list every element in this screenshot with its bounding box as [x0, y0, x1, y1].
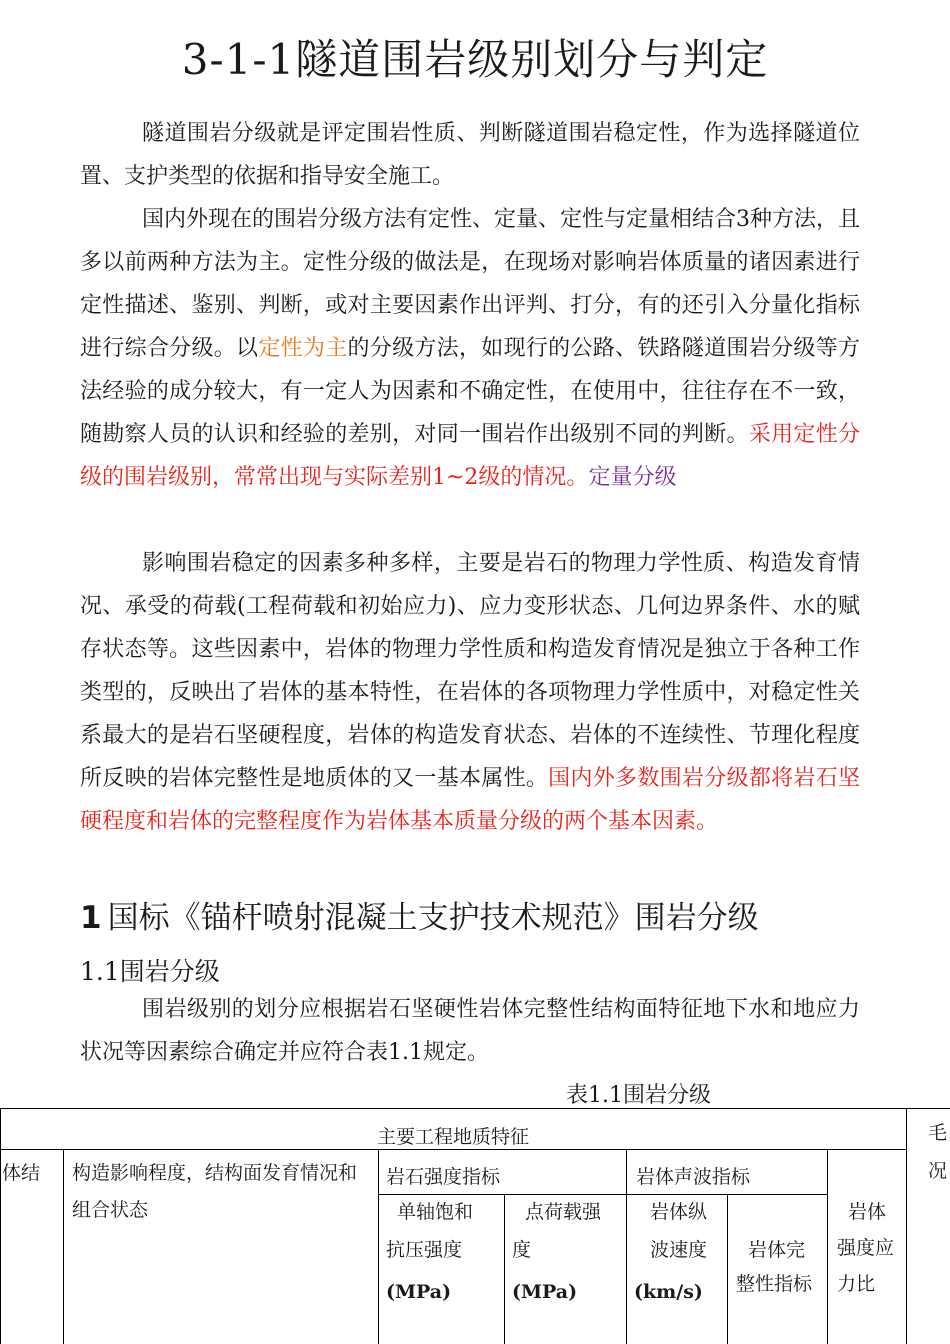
section-title: 国标《锚杆喷射混凝土支护技术规范》围岩分级 — [107, 900, 759, 936]
structure-header: 体结 — [2, 1162, 41, 1184]
factors-text: 影响围岩稳定的因素多种多样，主要是岩石的物理力学性质、构造发育情况、承受的荷载(工程荷载和初始应力)、应力变形状态、几何边界条件、水的赋存状态等。这些因素中，岩体的物理力学性质和构造发育情况是独立于各种工作类型的，反映出了岩体的基本特性，在岩体的各项物理力学性质中，对稳定性关系最大的是岩石坚硬程度，岩体的构造发育状态、岩体的不连续性、节理化程度所反映的岩体完整性是地质体的又一基本属性。 — [80, 551, 860, 791]
velocity-unit: (km/s) — [634, 1281, 703, 1303]
methods-text: 国内外现在的围岩分级方法有定性、定量、定性与定量相结合3种方法，且多以前两种方法为主。定性分级的做法是，在现场对影响岩体质量的诸因素进行定性描述、鉴别、判断，或对主要因素作出评判、打分，有的还引入分量化指标进行综合分级。以 — [80, 207, 860, 361]
rock-classification-table — [0, 1108, 950, 1344]
methods-text-2: 的分级方法，如现行的公路、铁路隧道围岩分级等方法经验的成分较大，有一定人为因素和不确定性，在使用中，往往存在不一致，随勘察人员的认识和经验的差别，对同一围岩作出级别不同的判断。 — [80, 336, 860, 447]
page-title: 3-1-1隧道围岩级别划分与判定 — [181, 35, 769, 84]
point-load-unit: (MPa) — [512, 1281, 578, 1303]
classification-methods-paragraph — [80, 198, 860, 499]
ucs-line2: 抗压强度 — [386, 1239, 463, 1261]
section-heading — [80, 896, 759, 940]
sonic-header: 岩体声波指标 — [636, 1166, 751, 1188]
subsection-heading: 1.1围岩分级 — [80, 957, 220, 986]
highlight-purple: 定量分级 — [588, 465, 677, 490]
table-caption: 表1.1围岩分级 — [566, 1083, 711, 1108]
stress-ratio-line3: 力比 — [837, 1273, 876, 1295]
velocity-line2: 波速度 — [650, 1239, 708, 1261]
point-load-line1: 点荷载强 — [525, 1201, 602, 1223]
point-load-line2: 度 — [512, 1239, 532, 1261]
tectonic-header: 构造影响程度，结构面发育情况和组合状态 — [72, 1162, 358, 1221]
intro-paragraph: 隧道围岩分级就是评定围岩性质、判断隧道围岩稳定性，作为选择隧道位置、支护类型的依据和指导安全施工。 — [80, 121, 860, 189]
ucs-unit: (MPa) — [386, 1281, 452, 1303]
stress-ratio-line2: 强度应 — [837, 1237, 895, 1259]
integrity-line1: 岩体完 — [748, 1239, 806, 1261]
right-cut-2: 况 — [928, 1160, 948, 1182]
integrity-line2: 整性指标 — [736, 1273, 813, 1295]
stress-ratio-line1: 岩体 — [848, 1201, 887, 1223]
factors-highlight-red: 国内外多数围岩分级都将岩石坚硬程度和岩体的完整程度作为岩体基本质量分级的两个基本因素。 — [80, 766, 860, 834]
right-cut-1: 毛 — [928, 1122, 948, 1144]
section-number: 1 — [80, 900, 102, 936]
main-header-cell: 主要工程地质特征 — [376, 1126, 529, 1148]
stability-factors-paragraph — [80, 542, 860, 843]
rock-strength-header: 岩石强度指标 — [386, 1166, 501, 1188]
table-intro-paragraph: 围岩级别的划分应根据岩石坚硬性岩体完整性结构面特征地下水和地应力状况等因素综合确定并应符合表1.1规定。 — [80, 997, 860, 1065]
ucs-line1: 单轴饱和 — [397, 1201, 474, 1223]
highlight-red: 采用定性分级的围岩级别，常常出现与实际差别1~2级的情况。 — [80, 422, 860, 490]
highlight-orange: 定性为主 — [258, 336, 348, 361]
velocity-line1: 岩体纵 — [650, 1201, 708, 1223]
